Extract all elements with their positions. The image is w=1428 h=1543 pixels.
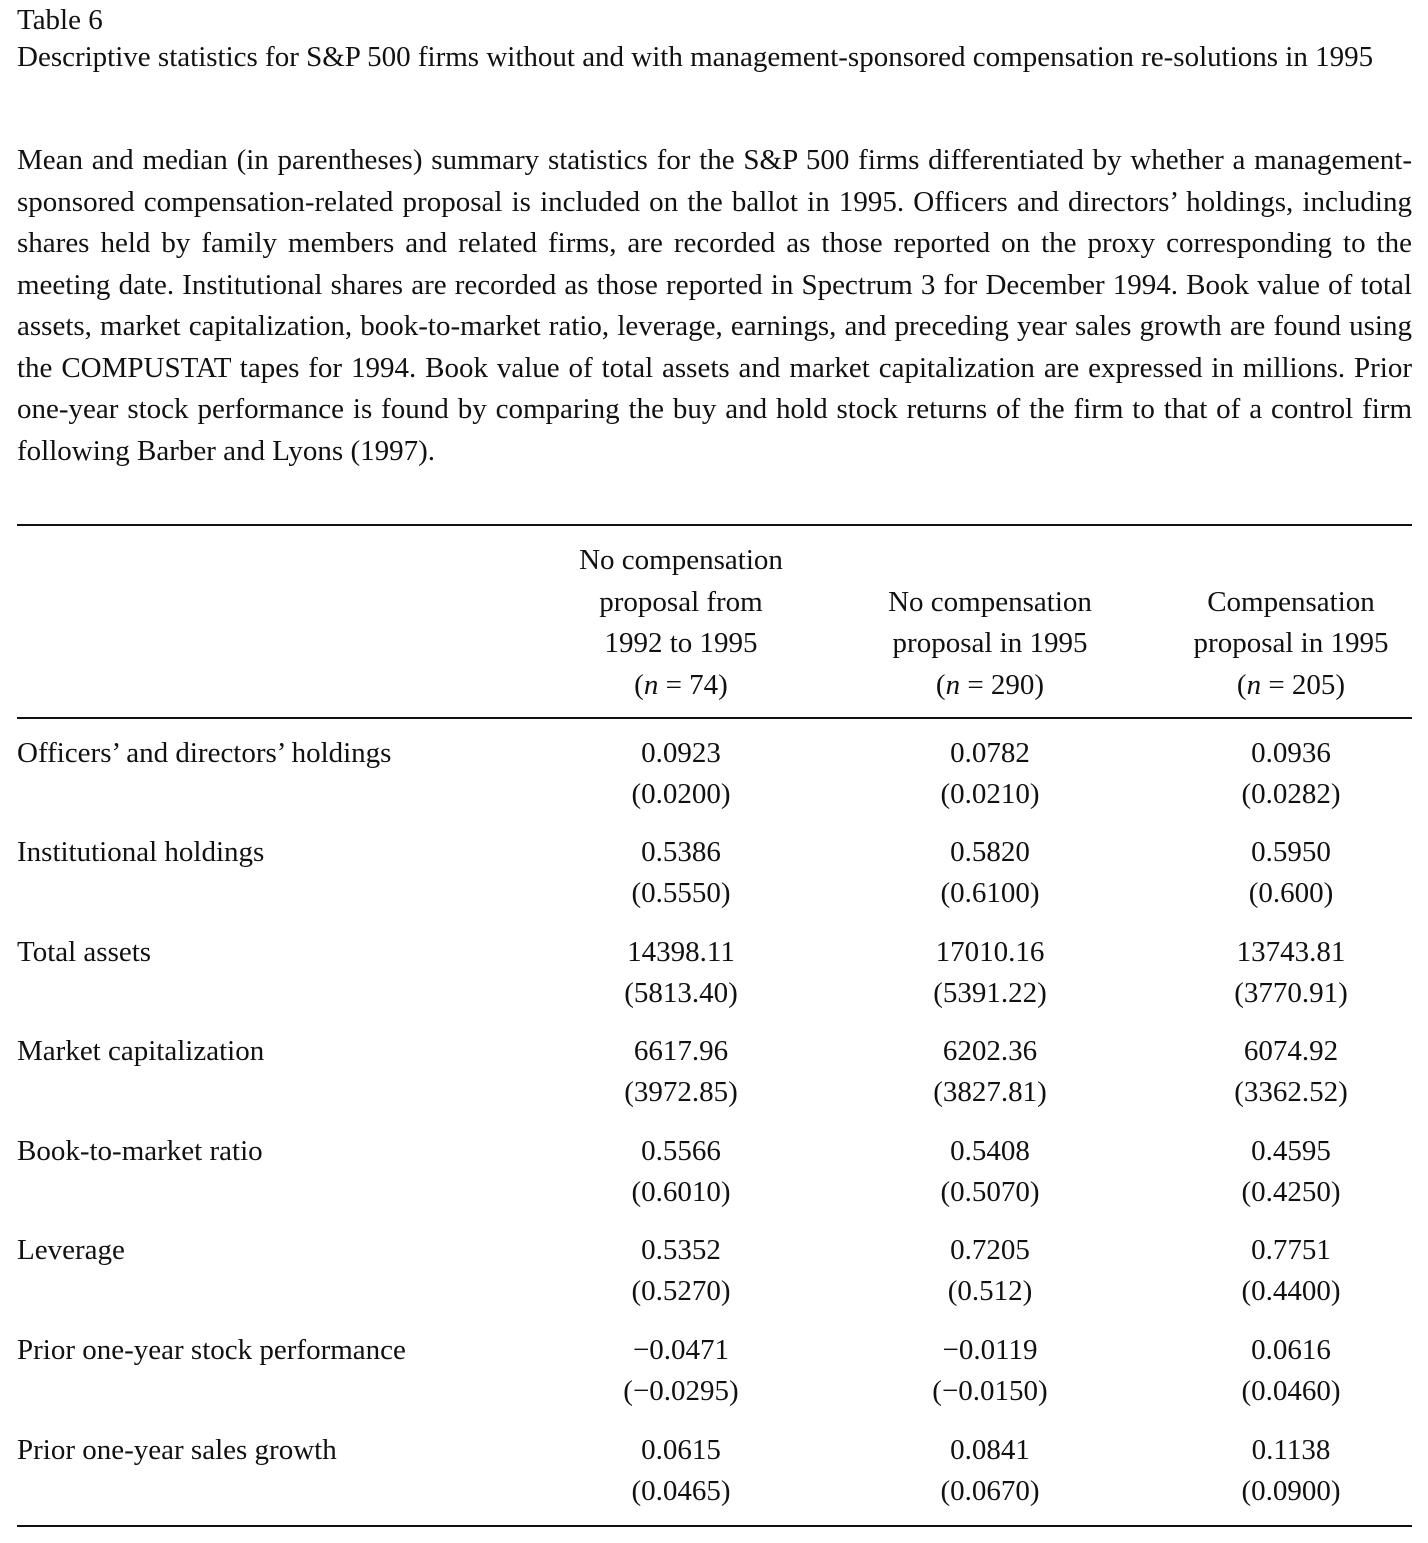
column-header-line: 1992 to 1995 — [604, 627, 758, 659]
table-title: Descriptive statistics for S&P 500 firms without and with management-sponsored compensation re-solutions in 1995 — [17, 41, 1374, 73]
sample-size-value: = 205) — [1261, 668, 1346, 701]
mean-value: 14398.11 — [627, 936, 735, 968]
table-cell — [531, 1131, 831, 1213]
median-value: (0.4250) — [1241, 1176, 1341, 1208]
column-sample-size: (n = 290) — [935, 668, 1045, 701]
table-cell — [840, 832, 1140, 914]
mean-value: 17010.16 — [935, 936, 1045, 968]
mean-value: 0.5386 — [641, 836, 721, 868]
table-cell — [531, 932, 831, 1014]
table-cell — [840, 932, 1140, 1014]
table-cell — [531, 1330, 831, 1412]
median-value: (0.6010) — [631, 1176, 731, 1208]
median-value: (−0.0295) — [623, 1375, 739, 1407]
column-header-line: proposal in 1995 — [1193, 627, 1389, 659]
mean-value: 6074.92 — [1243, 1035, 1339, 1067]
median-value: (0.0670) — [940, 1475, 1040, 1507]
row-label: Officers’ and directors’ holdings — [17, 737, 392, 769]
table-cell — [1141, 733, 1428, 815]
row-label: Book-to-market ratio — [17, 1135, 263, 1167]
mean-value: 0.0923 — [641, 737, 721, 769]
mean-value: 0.5352 — [641, 1234, 721, 1266]
table-cell — [840, 1330, 1140, 1412]
column-sample-size: (n = 205) — [1236, 668, 1346, 701]
table-cell — [1141, 932, 1428, 1014]
median-value: (0.5550) — [631, 877, 731, 909]
column-header-line: proposal from — [599, 585, 763, 618]
column-header-2 — [840, 582, 1140, 707]
table-cell — [840, 1031, 1140, 1113]
table-cell — [1141, 1330, 1428, 1412]
table-cell — [1141, 1131, 1428, 1213]
mean-value: 13743.81 — [1236, 936, 1346, 968]
sample-size-variable: n — [945, 668, 961, 701]
table-label: Table 6 — [17, 4, 103, 36]
table-cell — [531, 1230, 831, 1312]
mean-value: 0.0841 — [950, 1434, 1030, 1466]
sample-size-value: = 290) — [960, 668, 1045, 701]
mean-value: 0.0616 — [1251, 1334, 1331, 1366]
median-value: (5813.40) — [624, 977, 738, 1009]
median-value: (3972.85) — [624, 1076, 738, 1108]
mean-value: 6617.96 — [633, 1035, 729, 1067]
mean-value: 0.5566 — [641, 1135, 721, 1167]
row-label: Leverage — [17, 1234, 125, 1266]
mean-value: 0.4595 — [1251, 1135, 1331, 1167]
column-header-1 — [531, 540, 831, 706]
column-header-line: No compensation — [888, 585, 1092, 618]
row-label: Market capitalization — [17, 1035, 265, 1067]
column-header-3 — [1141, 582, 1428, 707]
table-cell — [1141, 1230, 1428, 1312]
table-cell — [840, 1131, 1140, 1213]
median-value: (0.0210) — [940, 778, 1040, 810]
median-value: (0.512) — [947, 1275, 1033, 1307]
column-header-line: No compensation — [579, 544, 783, 576]
mean-value: 0.5408 — [950, 1135, 1030, 1167]
mean-value: 0.5820 — [950, 836, 1030, 868]
table-caption: Mean and median (in parentheses) summary statistics for the S&P 500 firms differentiated by whether a management-sponsored compensation-related proposal is included on the ballot in 1995. Officers and directors’ holdings, including shares held by family members and related firms, are recorded as those reported on the proxy corresponding to the meeting date. Institutional shares are recorded as those reported in Spectrum 3 for December 1994. Book value of total assets, market capitalization, book-to-market ratio, leverage, earnings, and preceding year sales growth are found using the COMPUSTAT tapes for 1994. Book value of total assets and market capitalization are expressed in millions. Prior one-year stock performance is found by comparing the buy and hold stock returns of the firm to that of a control firm following Barber and Lyons (1997). — [17, 144, 1412, 467]
median-value: (3362.52) — [1234, 1076, 1348, 1108]
sample-size-value: = 74) — [658, 668, 728, 701]
median-value: (0.5270) — [631, 1275, 731, 1307]
table-cell — [531, 1430, 831, 1512]
table-cell — [531, 733, 831, 815]
median-value: (0.6100) — [940, 877, 1040, 909]
median-value: (0.4400) — [1241, 1275, 1341, 1307]
top-rule — [17, 524, 1412, 526]
median-value: (0.0900) — [1241, 1475, 1341, 1507]
row-label: Prior one-year sales growth — [17, 1434, 337, 1466]
sample-size-variable: n — [643, 668, 659, 701]
column-header-line: proposal in 1995 — [892, 627, 1088, 659]
table-cell — [840, 1430, 1140, 1512]
median-value: (0.0200) — [631, 778, 731, 810]
median-value: (0.0460) — [1241, 1375, 1341, 1407]
mean-value: 6202.36 — [942, 1035, 1038, 1067]
row-label: Total assets — [17, 936, 152, 968]
median-value: (0.0282) — [1241, 778, 1341, 810]
mean-value: −0.0119 — [942, 1334, 1038, 1366]
mean-value: 0.7751 — [1251, 1234, 1331, 1266]
median-value: (−0.0150) — [932, 1375, 1048, 1407]
mean-value: 0.0936 — [1251, 737, 1331, 769]
mean-value: 0.5950 — [1251, 836, 1331, 868]
bottom-rule — [17, 1525, 1412, 1527]
column-header-line: Compensation — [1207, 585, 1375, 618]
mean-value: −0.0471 — [632, 1334, 730, 1366]
header-rule — [17, 717, 1412, 719]
sample-size-variable: n — [1246, 668, 1262, 701]
column-sample-size: (n = 74) — [634, 668, 728, 701]
median-value: (0.0465) — [631, 1475, 731, 1507]
table-cell — [1141, 1430, 1428, 1512]
table-cell — [1141, 832, 1428, 914]
table-cell — [531, 832, 831, 914]
table-cell — [840, 733, 1140, 815]
mean-value: 0.0615 — [641, 1434, 721, 1466]
row-label: Institutional holdings — [17, 836, 265, 868]
mean-value: 0.7205 — [950, 1234, 1030, 1266]
median-value: (3770.91) — [1234, 977, 1348, 1009]
mean-value: 0.0782 — [950, 737, 1030, 769]
table-cell — [840, 1230, 1140, 1312]
row-label: Prior one-year stock performance — [17, 1334, 406, 1366]
median-value: (5391.22) — [933, 977, 1047, 1009]
median-value: (0.600) — [1248, 877, 1334, 909]
mean-value: 0.1138 — [1251, 1434, 1331, 1466]
median-value: (3827.81) — [933, 1076, 1047, 1108]
table-cell — [531, 1031, 831, 1113]
median-value: (0.5070) — [940, 1176, 1040, 1208]
table-cell — [1141, 1031, 1428, 1113]
